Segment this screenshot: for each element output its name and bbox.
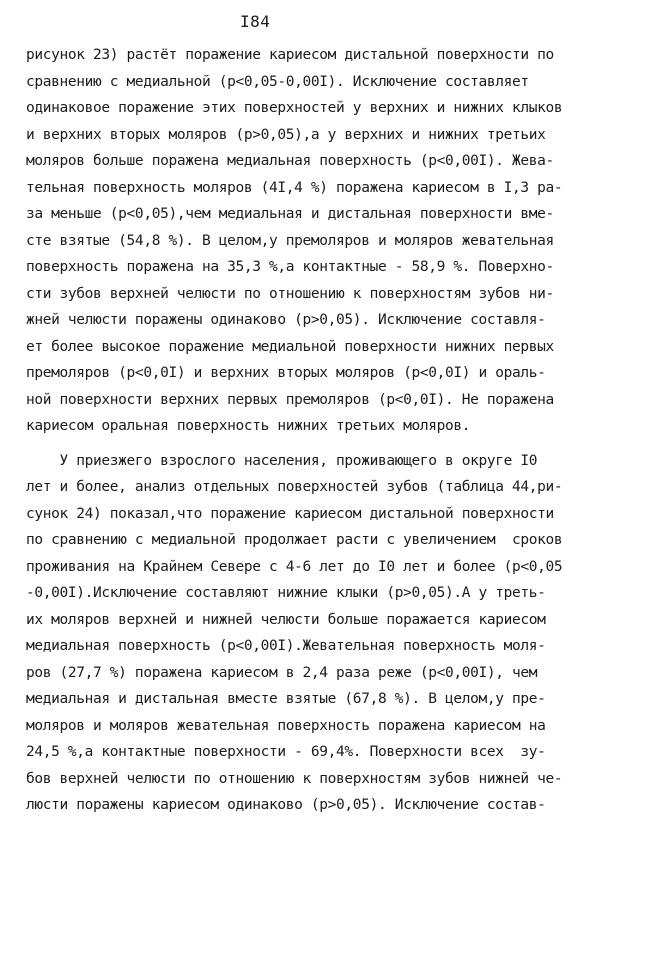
text-line: сте взятые (54,8 %). В целом,у премоляров и моляров жевательная xyxy=(26,232,554,249)
text-line: и верхних вторых моляров (p>0,05),а у верхних и нижних третьих xyxy=(26,126,546,143)
text-line: сравнению с медиальной (p<0,05-0,00I). Исключение составляет xyxy=(26,73,529,90)
body-text xyxy=(26,42,646,819)
text-line: моляров и моляров жевательная поверхность поражена кариесом на xyxy=(26,717,546,734)
text-line: тельная поверхность моляров (4I,4 %) поражена кариесом в I,3 ра- xyxy=(26,179,563,196)
paragraph-2 xyxy=(26,448,646,819)
paragraph-gap xyxy=(26,440,646,448)
text-line: жней челюсти поражены одинаково (p>0,05). Исключение составля- xyxy=(26,312,546,328)
text-line: их моляров верхней и нижней челюсти больше поражается кариесом xyxy=(26,611,546,628)
text-line: премоляров (p<0,0I) и верхних вторых моляров (p<0,0I) и ораль- xyxy=(26,365,546,381)
text-line: сунок 24) показал,что поражение кариесом дистальной поверхности xyxy=(26,505,554,522)
text-line: ет более высокое поражение медиальной поверхности нижних первых xyxy=(26,338,554,355)
paragraph-1 xyxy=(26,42,646,440)
text-line: сти зубов верхней челюсти по отношению к поверхностям зубов ни- xyxy=(26,285,554,302)
text-line: проживания на Крайнем Севере с 4-6 лет до I0 лет и более (p<0,05 xyxy=(26,558,563,575)
text-line: поверхность поражена на 35,3 %,а контактные - 58,9 %. Поверхно- xyxy=(26,259,554,275)
text-line: медиальная поверхность (p<0,00I).Жевательная поверхность моля- xyxy=(26,638,546,654)
text-line: ров (27,7 %) поражена кариесом в 2,4 раза реже (p<0,00I), чем xyxy=(26,664,538,681)
text-line: за меньше (p<0,05),чем медиальная и дистальная поверхности вме- xyxy=(26,206,554,222)
text-line: бов верхней челюсти по отношению к поверхностям зубов нижней че- xyxy=(26,770,563,787)
text-line: ной поверхности верхних первых премоляров (p<0,0I). Не поражена xyxy=(26,391,554,408)
text-line: рисунок 23) растёт поражение кариесом дистальной поверхности по xyxy=(26,47,554,63)
text-line: одинаковое поражение этих поверхностей у верхних и нижних клыков xyxy=(26,100,563,116)
text-line: медиальная и дистальная вместе взятые (67,8 %). В целом,у пре- xyxy=(26,691,546,707)
page-number: I84 xyxy=(240,12,271,31)
text-line: лет и более, анализ отдельных поверхностей зубов (таблица 44,ри- xyxy=(26,479,563,495)
text-line: кариесом оральная поверхность нижних третьих моляров. xyxy=(26,418,471,434)
text-line: У приезжего взрослого населения, проживающего в округе I0 xyxy=(26,452,538,469)
text-line: по сравнению с медиальной продолжает расти с увеличением сроков xyxy=(26,532,563,548)
text-line: -0,00I).Исключение составляют нижние клыки (p>0,05).А у треть- xyxy=(26,585,546,601)
text-line: 24,5 %,а контактные поверхности - 69,4%. Поверхности всех зу- xyxy=(26,744,546,760)
text-line: моляров больше поражена медиальная поверхность (p<0,00I). Жева- xyxy=(26,153,554,169)
text-line: люсти поражены кариесом одинаково (p>0,05). Исключение состав- xyxy=(26,797,546,813)
